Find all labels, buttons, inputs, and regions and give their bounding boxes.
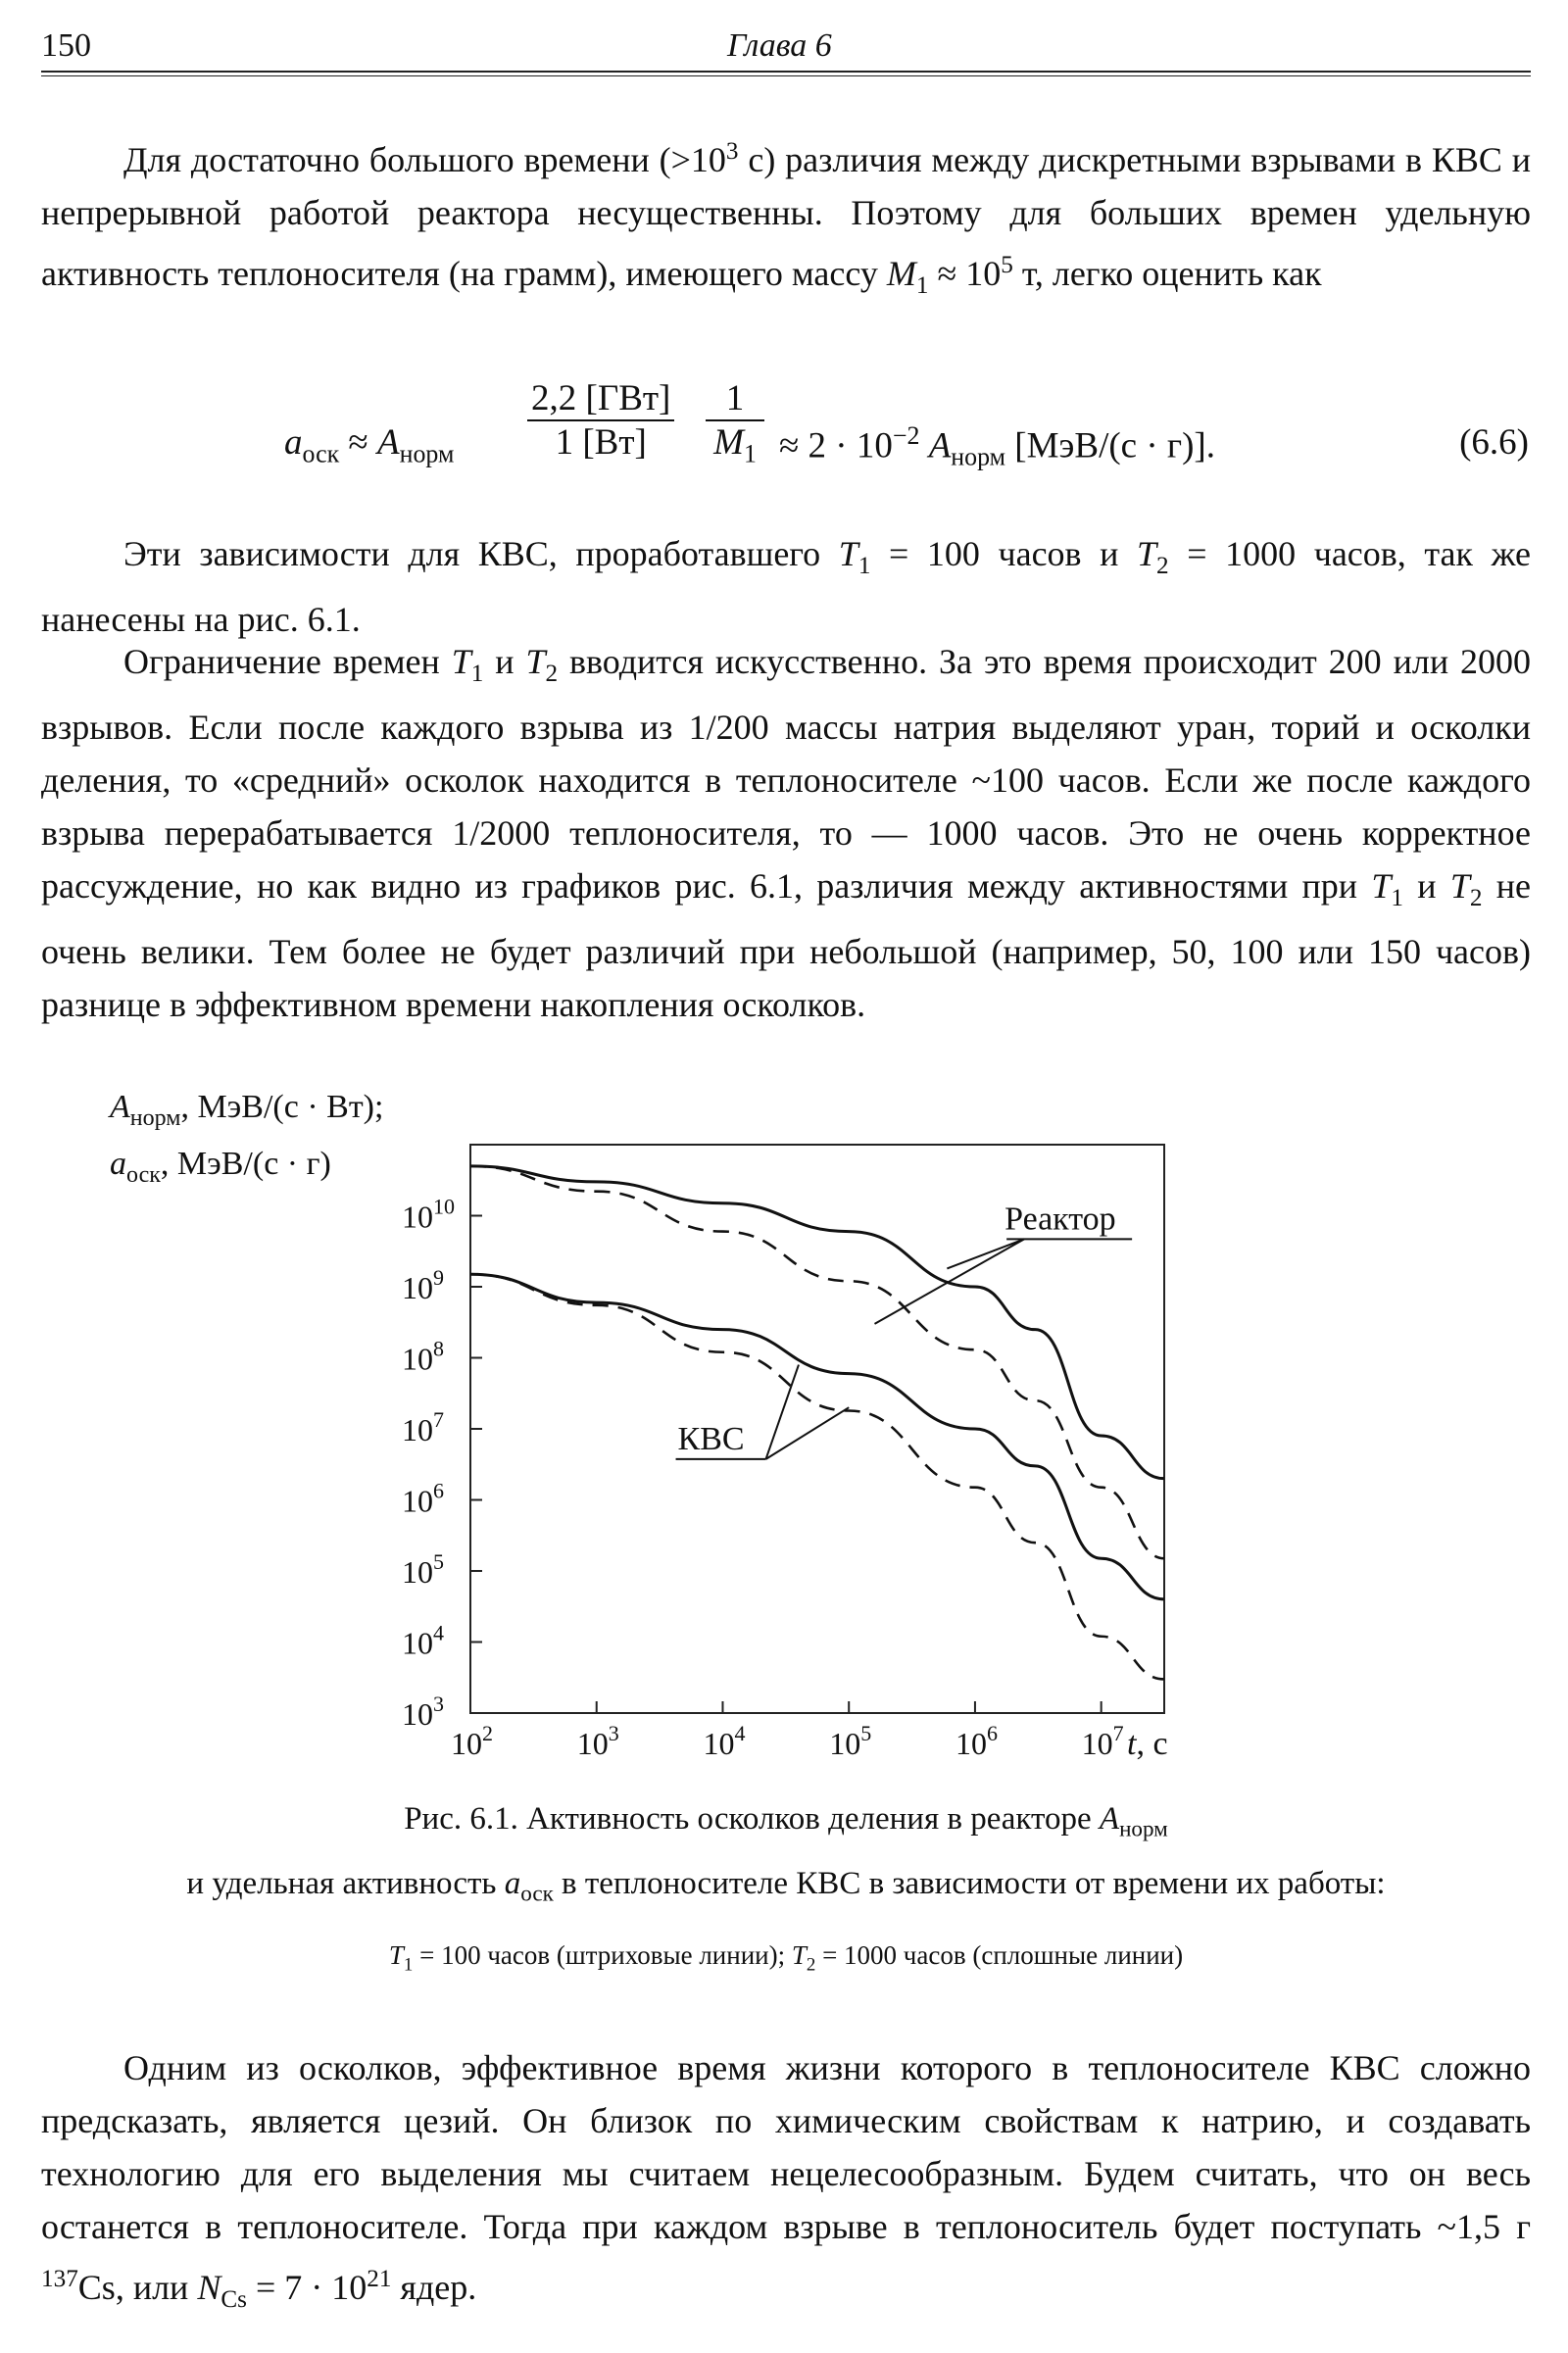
paragraph-4: Одним из осколков, эффективное время жизни которого в теплоносителе КВС сложно предсказать, является цезий. Он близок по химическим свойствам к натрию, и создавать технологию для его выделения мы считаем нецелесообразным. Будем считать, что он весь останется в теплоносителе. Тогда при каждом взрыве в теплоноситель будет поступать ~1,5 г $^{137}$Cs, или $N_{Cs} = 7 \cdot 10^{21}$ ядер. xyxy=(41,2048,1531,2314)
paragraph-2: Эти зависимости для КВС, проработавшего $T_1 = 100$ часов и $T_2 = 1000$ часов, так же нанесены на рис. 6.1. xyxy=(41,534,1531,640)
fraction-mass: $\frac{1}{M_1}$ xyxy=(706,377,764,468)
y-tick-label: $10^{10}$ xyxy=(402,1194,455,1235)
annotation-reactor-pointer xyxy=(874,1239,1024,1324)
y-tick-label: $10^6$ xyxy=(402,1478,444,1519)
chapter-title: Глава 6 xyxy=(727,27,832,64)
equation-6-6: $a_{оск} \approx A_{норм}$ 2,2 [ГВт] 1 [Вт] $\frac{1}{M_1}$ ≈ $2 \cdot 10^{-2}$ $A_{норм}$ [МэВ/(с · г)]. (6.6) xyxy=(284,378,1529,471)
y-tick-label: $10^8$ xyxy=(402,1336,444,1377)
annotation-reactor: Реактор xyxy=(1004,1201,1116,1238)
annotation-kvs-pointer xyxy=(766,1407,850,1459)
x-tick-label: $10^3$ xyxy=(576,1721,619,1761)
figure-caption-line1: Рис. 6.1. Активность осколков деления в реакторе $A_{норм}$ xyxy=(404,1801,1168,1841)
fraction-power: 2,2 [ГВт] 1 [Вт] xyxy=(527,377,674,464)
series-layer xyxy=(470,1166,1164,1680)
y-tick-label: $10^9$ xyxy=(402,1265,444,1305)
annotations-layer xyxy=(676,1201,1133,1459)
figure-caption-line3: $T_1 = 100$ часов (штриховые линии); $T_2 = 1000$ часов (сплошные линии) xyxy=(388,1940,1184,1976)
x-tick-label: $10^4$ xyxy=(703,1721,746,1761)
y-tick-label: $10^5$ xyxy=(402,1549,444,1590)
x-tick-label: $10^6$ xyxy=(955,1721,998,1761)
activity-chart xyxy=(98,1078,1196,1784)
paragraph-3: Ограничение времен $T_1$ и $T_2$ вводится искусственно. За это время происходит 200 или 2000 взрывов. Если после каждого взрыва из 1/200 массы натрия выделяют уран, торий и осколки деления, то «средний» осколок находится в теплоносителе ~100 часов. Если же после каждого взрыва перерабатывается 1/2000 теплоносителя, то — 1000 часов. Это не очень корректное рассуждение, но как видно из графиков рис. 6.1, различия между активностями при $T_1$ и $T_2$ не очень велики. Тем более не будет различий при небольшой (например, 50, 100 или 150 часов) разнице в эффективном времени накопления осколков. xyxy=(41,642,1532,1025)
y-axis-label-line1: $A_{норм}$, МэВ/(с · Вт); xyxy=(110,1089,384,1131)
x-tick-label: $10^2$ xyxy=(451,1721,493,1761)
x-axis-label: t, с xyxy=(1127,1726,1168,1762)
series-квс-dashed-line xyxy=(470,1274,1164,1679)
annotation-kvs: КВС xyxy=(677,1420,745,1457)
paragraph-1: Для достаточно большого времени ($>10^3$ с) различия между дискретными взрывами в КВС и непрерывной работой реактора несущественны. Поэтому для больших времен удельную активность теплоносителя (на грамм), имеющего массу $M_1 \approx 10^5$ т, легко оценить как xyxy=(41,138,1532,300)
series-квс-solid-line xyxy=(470,1274,1164,1599)
y-tick-label: $10^3$ xyxy=(402,1691,444,1732)
x-tick-label: $10^7$ xyxy=(1081,1721,1124,1761)
y-tick-label: $10^4$ xyxy=(402,1620,444,1661)
page-number: 150 xyxy=(41,27,91,64)
y-tick-label: $10^7$ xyxy=(402,1407,444,1447)
header-rule-thin xyxy=(41,75,1531,76)
y-axis-label-line2: $a_{оск}$, МэВ/(с · г) xyxy=(110,1146,331,1188)
x-tick-label: $10^5$ xyxy=(829,1721,872,1761)
figure-caption-line2: и удельная активность $a_{оск}$ в теплоносителе КВС в зависимости от времени их работы: xyxy=(186,1866,1386,1906)
header-rule xyxy=(41,71,1531,73)
annotation-reactor-pointer xyxy=(947,1239,1024,1268)
equation-number: (6.6) xyxy=(1459,422,1529,463)
